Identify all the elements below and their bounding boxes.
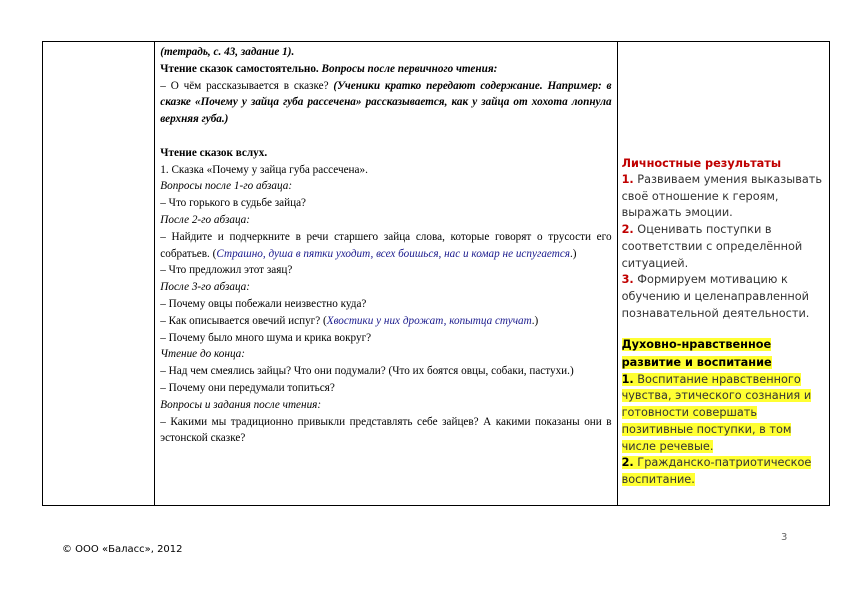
personal-result-3: 3. Формируем мотивацию к обучению и целенаправленной познавательной деятельности. (621, 273, 810, 320)
outcomes-cell (617, 42, 829, 506)
question-find-words: – Найдите и подчеркните в речи старшего зайца слова, которые говорят о трусости его собратьев. (Страшно, душа в пятки уходит, всех боишься, нас и комар не испугается.) (160, 230, 612, 260)
moral-education-title: Духовно-нравственное развитие и воспитание (621, 338, 772, 370)
lesson-table (42, 41, 830, 506)
question-bitter: – Что горького в судьбе зайца? (160, 197, 307, 210)
read-aloud-heading: Чтение сказок вслух. (160, 146, 268, 159)
empty-cell (43, 42, 155, 506)
question-laugh: – Над чем смеялись зайцы? Что они подумали? (Что их боятся овцы, собаки, пастухи.) (160, 365, 574, 378)
question-offer: – Что предложил этот заяц? (160, 264, 293, 277)
moral-result-2: 2. Гражданско-патриотическое воспитание. (621, 456, 812, 486)
personal-result-1: 1. Развиваем умения выказывать своё отношение к героям, выражать эмоции. (621, 173, 823, 220)
tale-title: 1. Сказка «Почему у зайца губа рассечена». (160, 163, 368, 176)
moral-result-1: 1. Воспитание нравственного чувства, этического сознания и готовности совершать позитивные поступки, в том числе речевые. (621, 372, 812, 453)
after-reading-heading: Вопросы и задания после чтения: (160, 398, 322, 411)
after-paragraph-2: После 2-го абзаца: (160, 213, 250, 226)
copyright-footer: © ООО «Баласс», 2012 (62, 544, 183, 555)
after-paragraph-1: Вопросы после 1-го абзаца: (160, 180, 293, 193)
read-to-end-heading: Чтение до конца: (160, 348, 245, 361)
question-fear: – Как описывается овечий испуг? (Хвостики у них дрожат, копытца стучат.) (160, 314, 539, 327)
after-paragraph-3: После 3-го абзаца: (160, 281, 250, 294)
question-sheep: – Почему овцы побежали неизвестно куда? (160, 297, 367, 310)
page-number: 3 (781, 532, 788, 543)
question-noise: – Почему было много шума и крика вокруг? (160, 331, 372, 344)
question-about: – О чём рассказывается в сказке? (Ученики кратко передают содержание. Например: в сказке «Почему у зайца губа рассечена» рассказывается, как у зайца от хохота лопнула верхняя губа.) (160, 79, 612, 126)
lesson-content-cell (155, 42, 617, 506)
personal-result-2: 2. Оценивать поступки в соответствии с определённой ситуацией. (621, 223, 803, 270)
question-hares: – Какими мы традиционно привыкли представлять себе зайцев? А какими показаны они в эстонской сказке? (160, 415, 612, 445)
personal-results-title: Личностные результаты (621, 157, 782, 170)
workbook-ref: (тетрадь, с. 43, задание 1). (160, 46, 295, 58)
question-drown: – Почему они передумали топиться? (160, 381, 335, 394)
self-reading-heading: Чтение сказок самостоятельно. Вопросы после первичного чтения: (160, 62, 498, 75)
